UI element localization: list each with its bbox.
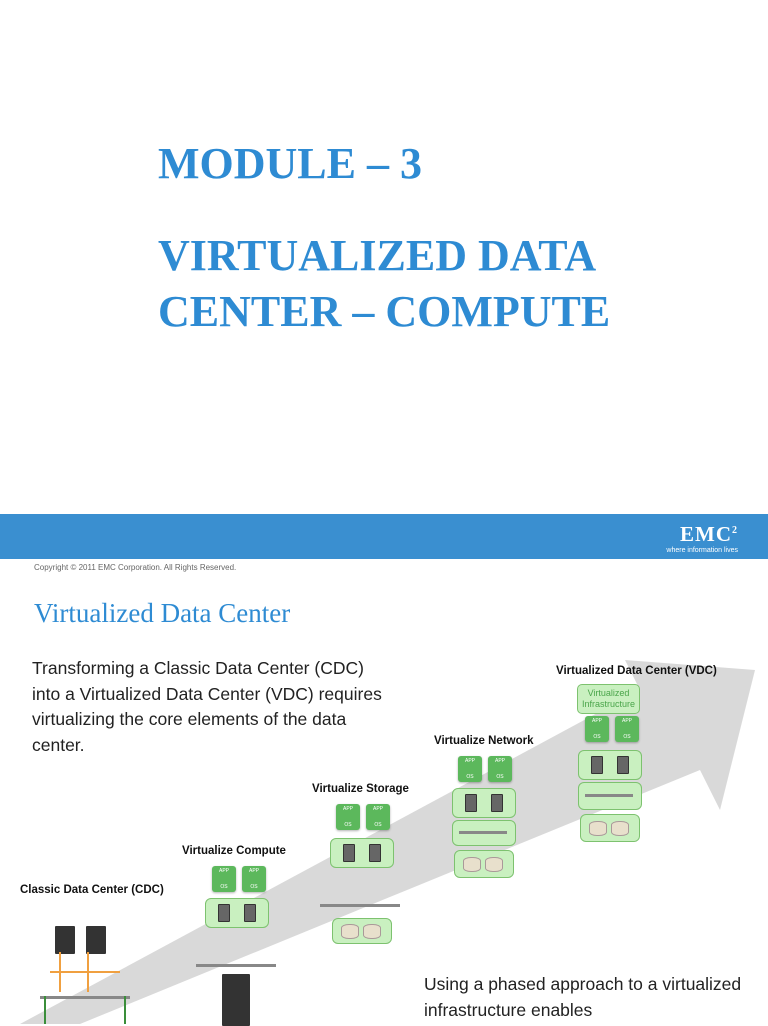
disk-icon xyxy=(463,857,481,872)
vm-icon: APP OS xyxy=(212,866,236,892)
disk-icon xyxy=(589,821,607,836)
bottom-text: Using a phased approach to a virtualized infrastructure enables xyxy=(424,974,742,1020)
vm-icon: APP OS xyxy=(242,866,266,892)
server-icon xyxy=(465,794,477,812)
server-icon xyxy=(55,926,75,954)
stage-label-vdc: Virtualized Data Center (VDC) xyxy=(556,665,717,677)
virtualized-infrastructure-box: Virtualized Infrastructure xyxy=(577,684,640,714)
storage-array-icon xyxy=(222,974,250,1026)
vdc-host-box xyxy=(578,750,642,780)
stage-label-storage: Virtualize Storage xyxy=(312,783,409,795)
compute-vms xyxy=(212,866,266,892)
server-icon xyxy=(491,794,503,812)
stage-label-cdc: Classic Data Center (CDC) xyxy=(20,884,164,896)
server-icon xyxy=(343,844,355,862)
switch-icon xyxy=(320,904,400,907)
vdc-switch-box xyxy=(578,782,642,810)
network-host-box xyxy=(452,788,516,818)
vm-icon: APP OS xyxy=(458,756,482,782)
emc-logo-sup: 2 xyxy=(732,525,738,536)
server-icon xyxy=(86,926,106,954)
emc-tagline: where information lives xyxy=(666,547,738,554)
stage-label-compute: Virtualize Compute xyxy=(182,845,286,857)
vdc-vms xyxy=(585,716,639,742)
intro-text: Transforming a Classic Data Center (CDC) into a Virtualized Data Center (VDC) requires virtualizing the core elements of the data center. xyxy=(32,658,382,755)
server-icon xyxy=(617,756,629,774)
vdc-storage-box xyxy=(580,814,640,842)
network-switch-box xyxy=(452,820,516,846)
vm-icon: APP OS xyxy=(366,804,390,830)
vm-icon: APP OS xyxy=(615,716,639,742)
module-title-block xyxy=(158,136,678,340)
vm-icon: APP OS xyxy=(585,716,609,742)
network-vms xyxy=(458,756,512,782)
vm-icon: APP OS xyxy=(488,756,512,782)
module-title: MODULE – 3 xyxy=(158,139,422,188)
emc-logo-text: EMC xyxy=(680,522,732,546)
storage-pool-box xyxy=(332,918,392,944)
compute-host-box xyxy=(205,898,269,928)
server-icon xyxy=(218,904,230,922)
server-icon xyxy=(244,904,256,922)
disk-icon xyxy=(611,821,629,836)
disk-icon xyxy=(363,924,381,939)
copyright-text: Copyright © 2011 EMC Corporation. All Rights Reserved. xyxy=(34,563,237,572)
disk-icon xyxy=(341,924,359,939)
server-icon xyxy=(369,844,381,862)
storage-vms xyxy=(336,804,390,830)
module-subtitle: VIRTUALIZED DATA CENTER – COMPUTE xyxy=(158,231,611,336)
disk-icon xyxy=(485,857,503,872)
network-storage-box xyxy=(454,850,514,878)
stage-label-network: Virtualize Network xyxy=(434,735,534,747)
switch-icon xyxy=(459,831,507,834)
slide-banner xyxy=(0,514,768,559)
emc-logo xyxy=(666,520,738,555)
cdc-cabling xyxy=(40,952,130,1024)
storage-host-box xyxy=(330,838,394,868)
slide-title: Virtualized Data Center xyxy=(34,598,291,628)
switch-icon xyxy=(196,964,276,967)
vm-icon: APP OS xyxy=(336,804,360,830)
server-icon xyxy=(591,756,603,774)
switch-icon xyxy=(585,794,633,797)
